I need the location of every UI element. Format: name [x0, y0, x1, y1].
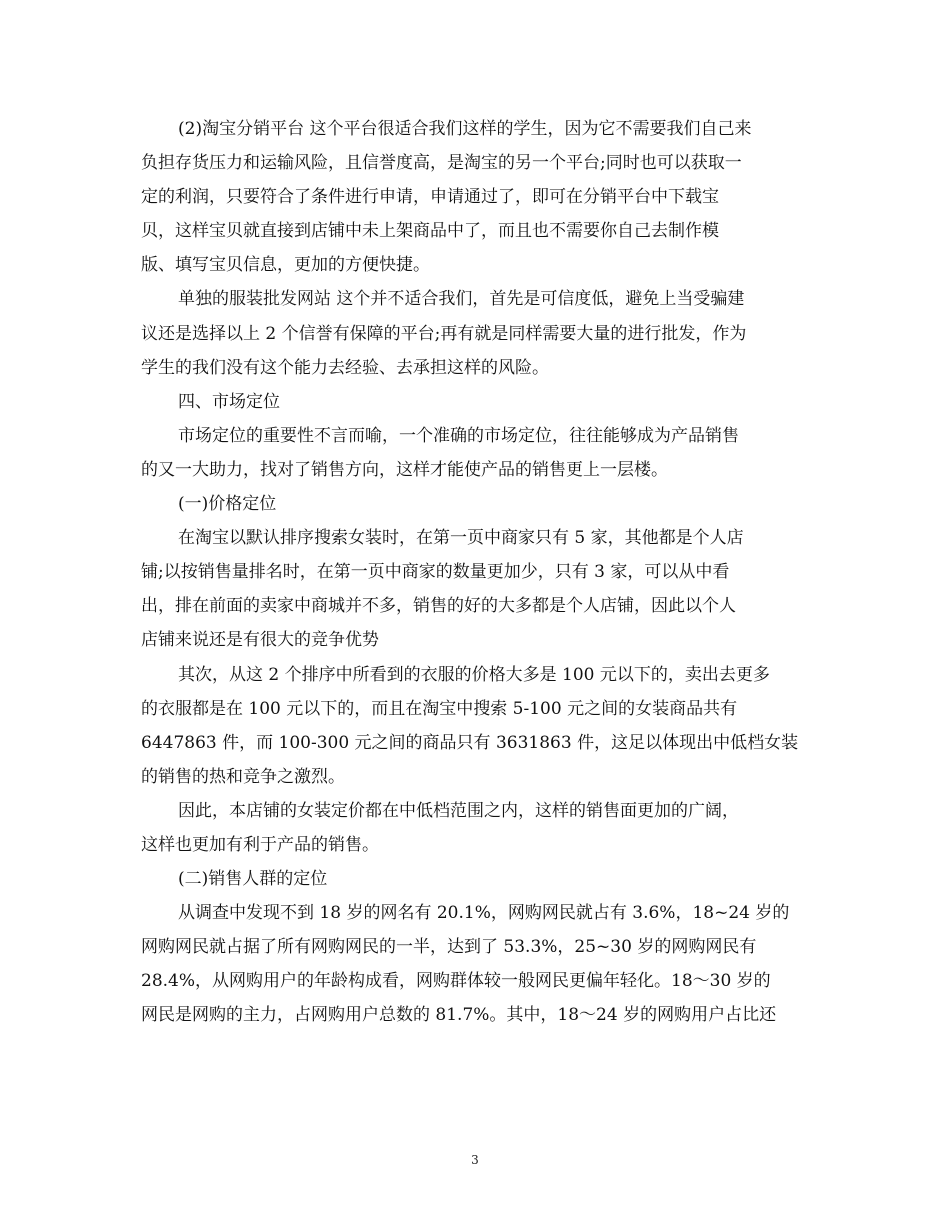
text-line: 6447863 件，而 100-300 元之间的商品只有 3631863 件，这足以体现出中低档女装	[141, 732, 799, 753]
text-line: 在淘宝以默认排序搜索女装时，在第一页中商家只有 5 家，其他都是个人店	[178, 528, 744, 549]
text-line: 的衣服都是在 100 元以下的，而且在淘宝中搜索 5-100 元之间的女装商品共有	[141, 698, 738, 719]
text-line: 的又一大助力，找对了销售方向，这样才能使产品的销售更上一层楼。	[141, 459, 668, 480]
text-line: 28.4%，从网购用户的年龄构成看，网购群体较一般网民更偏年轻化。18～30 岁的	[141, 971, 771, 992]
text-line: 四、市场定位	[178, 391, 280, 412]
text-line: 单独的服装批发网站 这个并不适合我们，首先是可信度低，避免上当受骗建	[178, 289, 745, 310]
text-line: (2)淘宝分销平台 这个平台很适合我们这样的学生，因为它不需要我们自己来	[178, 119, 752, 139]
text-line: 出，排在前面的卖家中商城并不多，销售的好的大多都是个人店铺，因此以个人	[141, 596, 736, 617]
text-line: 的销售的热和竞争之激烈。	[141, 766, 345, 787]
text-line: 店铺来说还是有很大的竞争优势	[141, 630, 379, 651]
page-number: 3	[471, 1153, 479, 1167]
text-line: 学生的我们没有这个能力去经验、去承担这样的风险。	[141, 357, 549, 378]
text-line: 负担存货压力和运输风险，且信誉度高，是淘宝的另一个平台;同时也可以获取一	[141, 153, 742, 174]
body-text	[141, 112, 811, 1033]
text-line: 定的利润，只要符合了条件进行申请，申请通过了，即可在分销平台中下载宝	[141, 187, 719, 208]
text-line: 贝，这样宝贝就直接到店铺中未上架商品中了，而且也不需要你自己去制作模	[141, 221, 719, 242]
text-line: 网民是网购的主力，占网购用户总数的 81.7%。其中，18～24 岁的网购用户占比还	[141, 1005, 777, 1026]
text-line: 网购网民就占据了所有网购网民的一半，达到了 53.3%，25~30 岁的网购网民有	[141, 937, 757, 958]
text-line: 议还是选择以上 2 个信誉有保障的平台;再有就是同样需要大量的进行批发，作为	[141, 323, 747, 344]
text-line: 版、填写宝贝信息，更加的方便快捷。	[141, 255, 430, 276]
text-line: 这样也更加有利于产品的销售。	[141, 834, 379, 855]
text-line: 其次，从这 2 个排序中所看到的衣服的价格大多是 100 元以下的，卖出去更多	[178, 664, 770, 685]
text-line: 从调查中发现不到 18 岁的网名有 20.1%，网购网民就占有 3.6%，18~24 岁的	[178, 903, 790, 924]
text-line: 因此，本店铺的女装定价都在中低档范围之内，这样的销售面更加的广阔，	[178, 800, 739, 821]
text-line: 铺;以按销售量排名时，在第一页中商家的数量更加少，只有 3 家，可以从中看	[141, 562, 730, 583]
text-line: 市场定位的重要性不言而喻，一个准确的市场定位，往往能够成为产品销售	[178, 425, 739, 446]
text-line: (二)销售人群的定位	[178, 869, 328, 890]
text-line: (一)价格定位	[178, 494, 277, 515]
